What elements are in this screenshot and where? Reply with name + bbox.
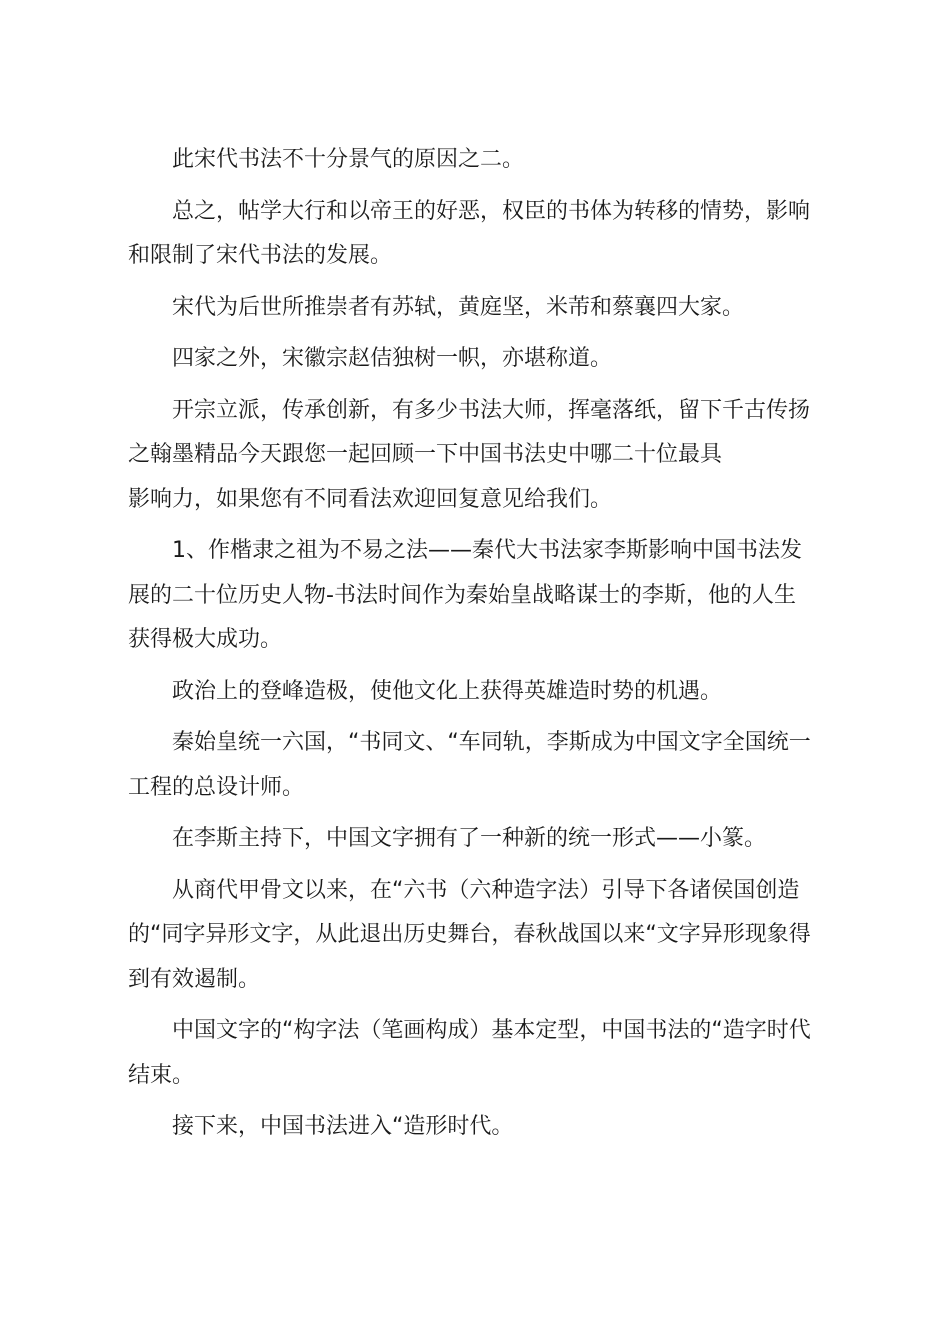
paragraph	[128, 286, 828, 331]
paragraph	[128, 337, 828, 382]
paragraph	[128, 389, 828, 523]
paragraph-line: 从商代甲骨文以来，在“六书（六种造字法）引导下各诸侯国创造	[172, 877, 800, 903]
paragraph	[128, 721, 828, 810]
paragraph-line: 1、作楷隶之祖为不易之法——秦代大书法家李斯影响中国书法发	[172, 538, 802, 563]
paragraph-line: 中国文字的“构字法（笔画构成）基本定型，中国书法的“造字时代	[172, 1018, 811, 1043]
paragraph	[128, 1105, 828, 1150]
paragraph-line: 影响力，如果您有不同看法欢迎回复意见给我们。	[128, 486, 613, 512]
paragraph-line: 政治上的登峰造极，使他文化上获得英雄造时势的机遇。	[172, 678, 723, 704]
paragraph-line: 和限制了宋代书法的发展。	[128, 243, 393, 268]
paragraph-line: 的“同字异形文字，从此退出历史舞台，春秋战国以来“文字异形现象得	[128, 922, 811, 947]
paragraph-line: 总之，帖学大行和以帝王的好恶，权臣的书体为转移的情势，影响	[172, 198, 811, 224]
paragraph-line: 开宗立派，传承创新，有多少书法大师，挥毫落纸，留下千古传扬	[172, 397, 811, 423]
paragraph	[128, 670, 828, 715]
paragraph	[128, 190, 828, 279]
paragraph-line: 之翰墨精品今天跟您一起回顾一下中国书法史中哪二十位最具	[128, 442, 723, 467]
paragraph-line: 四家之外，宋徽宗赵佶独树一帜，亦堪称道。	[172, 346, 613, 371]
document-body	[128, 138, 828, 1157]
paragraph-line: 宋代为后世所推崇者有苏轼，黄庭坚，米芾和蔡襄四大家。	[172, 294, 745, 320]
paragraph-line: 工程的总设计师。	[128, 774, 305, 800]
paragraph	[128, 1009, 828, 1098]
paragraph-line: 结束。	[128, 1062, 195, 1088]
paragraph-line: 在李斯主持下，中国文字拥有了一种新的统一形式——小篆。	[172, 826, 767, 851]
paragraph-line: 获得极大成功。	[128, 627, 283, 652]
paragraph-line: 秦始皇统一六国，“书同文、“车同轨，李斯成为中国文字全国统一	[172, 730, 811, 755]
paragraph-line: 到有效遏制。	[128, 966, 261, 992]
paragraph	[128, 817, 828, 862]
paragraph-line: 展的二十位历史人物-书法时间作为秦始皇战略谋士的李斯，他的人生	[128, 582, 796, 608]
paragraph	[128, 869, 828, 1003]
paragraph-line: 此宋代书法不十分景气的原因之二。	[172, 147, 525, 172]
paragraph-line: 接下来，中国书法进入“造形时代。	[172, 1114, 514, 1139]
paragraph	[128, 138, 828, 183]
paragraph	[128, 529, 828, 663]
